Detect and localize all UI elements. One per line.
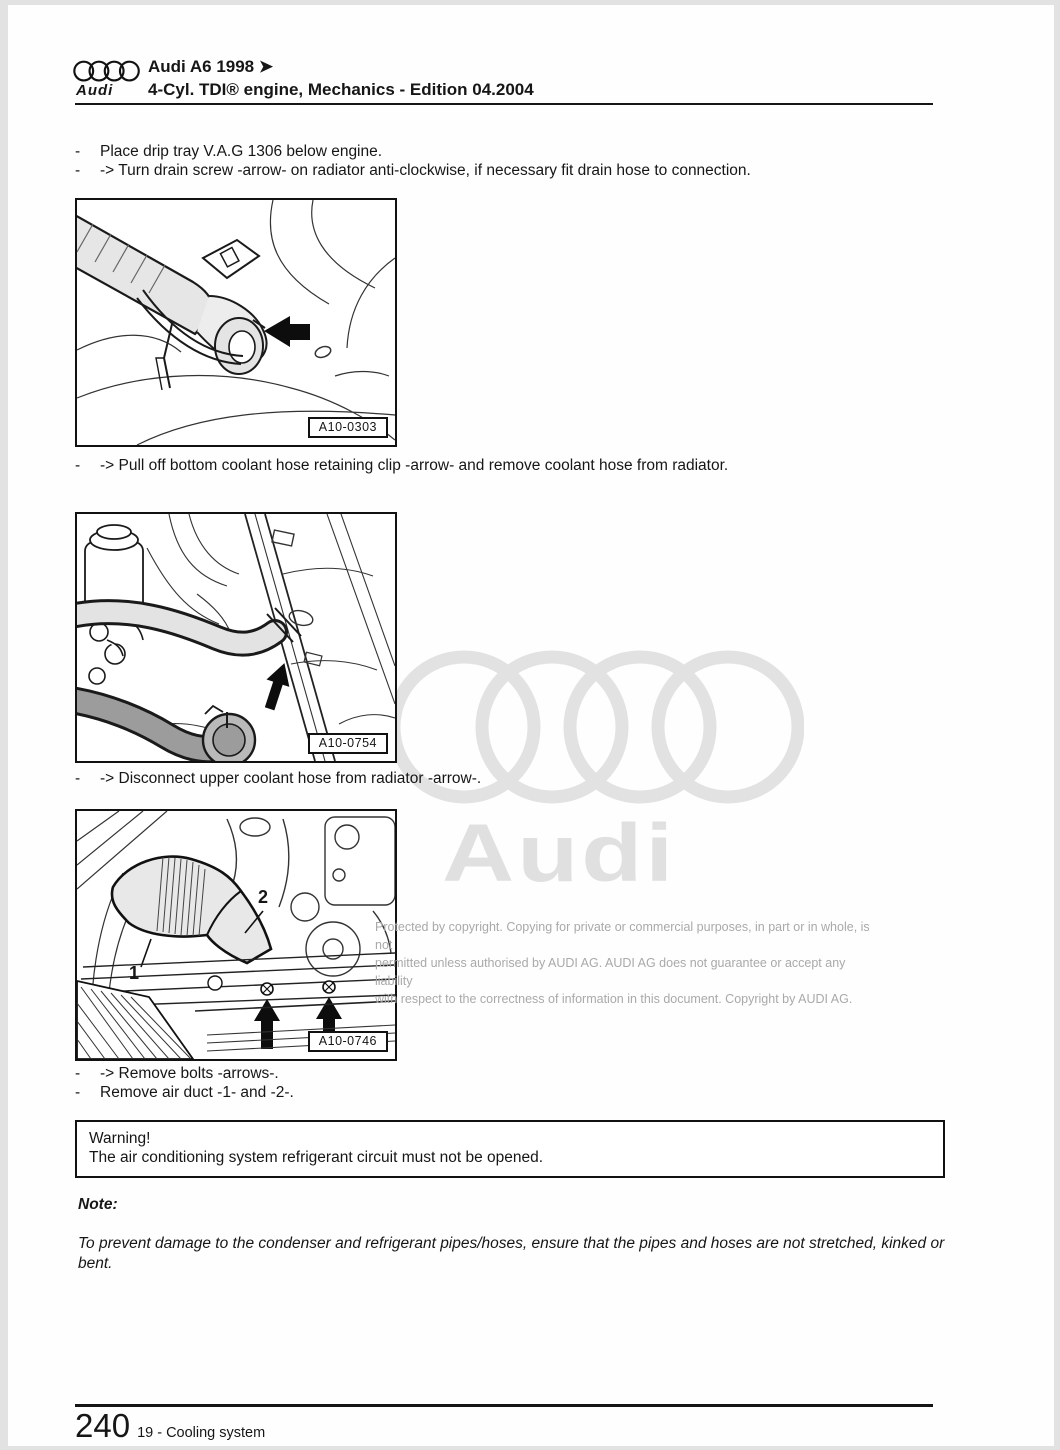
- copyright-line: permitted unless authorised by AUDI AG. AUDI AG does not guarantee or accept any liability: [375, 956, 846, 988]
- figure-label: A10-0754: [308, 733, 388, 754]
- warning-title: Warning!: [89, 1130, 151, 1147]
- note-heading: Note:: [78, 1196, 118, 1213]
- step-item: [75, 1083, 943, 1102]
- footer-divider: [75, 1404, 933, 1407]
- step-text: -> Pull off bottom coolant hose retaining clip -arrow- and remove coolant hose from radiator.: [100, 457, 729, 474]
- arrow-marker-icon: [258, 659, 296, 712]
- note-text: To prevent damage to the condenser and refrigerant pipes/hoses, ensure that the pipes and hoses are not stretched, kinked or bent.: [78, 1235, 945, 1272]
- line-art-air-duct: [77, 811, 395, 1059]
- figure-label: A10-0303: [308, 417, 388, 438]
- header-divider: [75, 103, 933, 105]
- callout-1: 1: [129, 963, 140, 983]
- figure-label: A10-0746: [308, 1031, 388, 1052]
- figure-air-duct: [75, 809, 397, 1061]
- step-item: [75, 456, 943, 475]
- warning-text: The air conditioning system refrigerant circuit must not be opened.: [89, 1149, 544, 1166]
- footer-section-label: 19 - Cooling system: [137, 1425, 266, 1441]
- page-number: 240: [75, 1407, 131, 1444]
- document-title-line1: Audi A6 1998 ➤: [148, 57, 274, 76]
- line-art-engine-bay: [77, 514, 395, 761]
- copyright-watermark: [375, 918, 880, 1008]
- step-text: Remove air duct -1- and -2-.: [100, 1084, 294, 1101]
- document-title-line2: 4-Cyl. TDI® engine, Mechanics - Edition 04.2004: [148, 80, 534, 99]
- bullet-dash: -: [75, 162, 81, 179]
- step-text: -> Disconnect upper coolant hose from radiator -arrow-.: [100, 770, 482, 787]
- audi-logo-wordmark: Audi: [76, 82, 114, 99]
- copyright-line: with respect to the correctness of information in this document. Copyright by AUDI AG.: [375, 992, 853, 1006]
- copyright-line: Protected by copyright. Copying for private or commercial purposes, in part or in whole, is not: [375, 920, 870, 952]
- bullet-dash: -: [75, 1084, 81, 1101]
- figure-upper-coolant-hose: [75, 512, 397, 763]
- step-text: Place drip tray V.A.G 1306 below engine.: [100, 143, 383, 160]
- bullet-dash: -: [75, 1065, 81, 1082]
- audi-wordmark-watermark: Audi: [442, 807, 677, 899]
- step-text: -> Turn drain screw -arrow- on radiator anti-clockwise, if necessary fit drain hose to connection.: [100, 162, 751, 179]
- callout-2: 2: [258, 887, 269, 907]
- bullet-dash: -: [75, 143, 81, 160]
- bullet-dash: -: [75, 770, 81, 787]
- step-item: [75, 1064, 943, 1083]
- step-text: -> Remove bolts -arrows-.: [100, 1065, 279, 1082]
- arrow-marker-icon: [264, 316, 310, 347]
- step-item: [75, 142, 943, 161]
- line-art-drain-screw: [77, 200, 395, 445]
- figure-drain-screw: [75, 198, 397, 447]
- warning-box: [75, 1120, 945, 1178]
- bullet-dash: -: [75, 457, 81, 474]
- page-title: [148, 55, 534, 101]
- step-item: [75, 161, 943, 180]
- footer: [75, 1409, 265, 1443]
- step-item: [75, 769, 943, 788]
